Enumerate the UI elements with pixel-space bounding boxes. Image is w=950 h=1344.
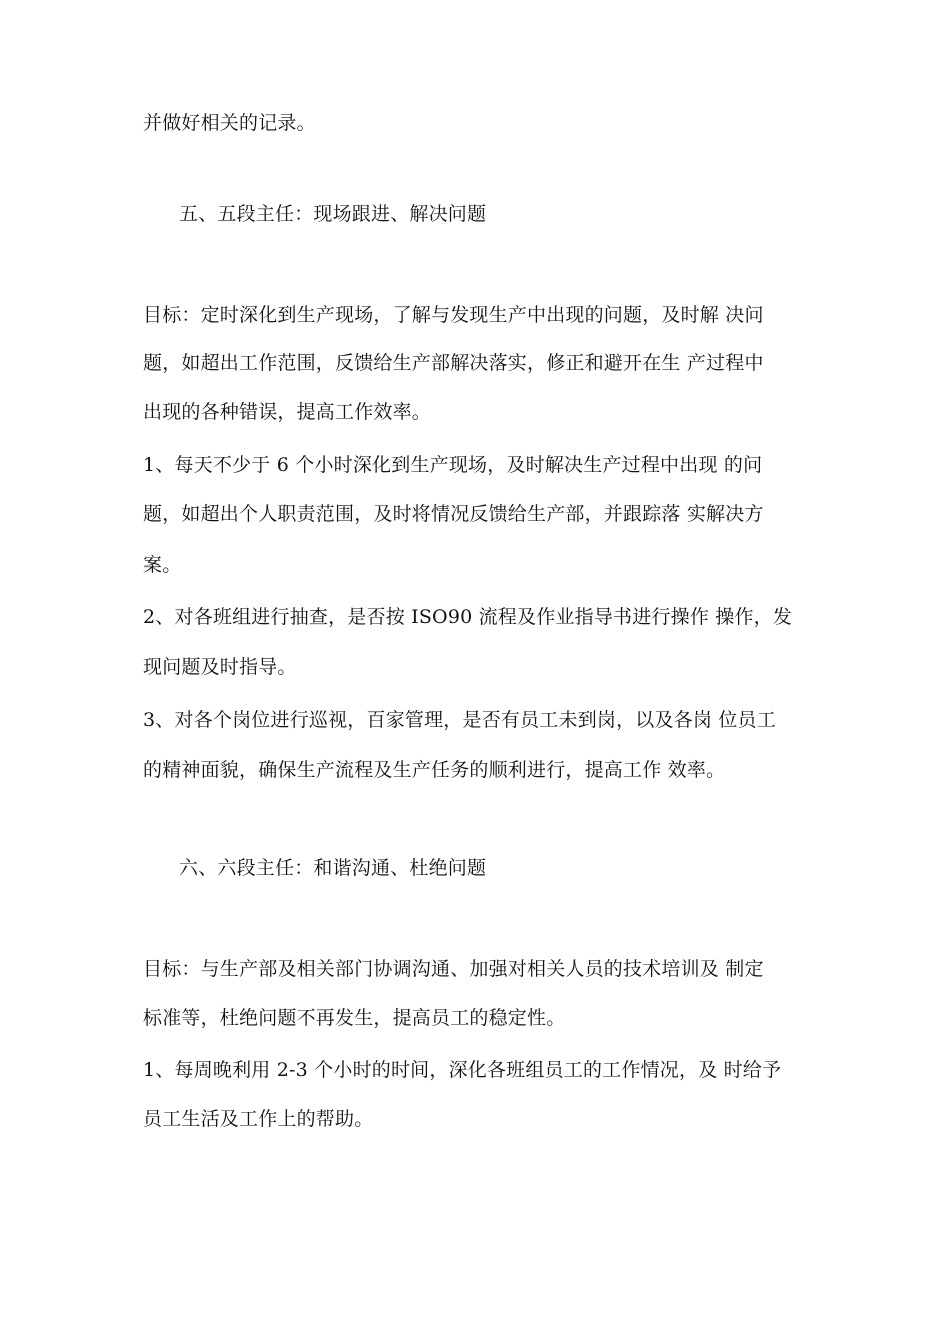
goal-paragraph-6-line-1: 目标：与生产部及相关部门协调沟通、加强对相关人员的技术培训及 制定 (143, 958, 764, 980)
section-heading-5: 五、五段主任：现场跟进、解决问题 (179, 203, 487, 225)
item-5-1-line-1: 1、每天不少于 6 个小时深化到生产现场，及时解决生产过程中出现 的问 (143, 454, 763, 476)
goal-paragraph-5-line-1: 目标：定时深化到生产现场，了解与发现生产中出现的问题，及时解 决问 (143, 304, 764, 326)
item-6-1-line-1: 1、每周晚利用 2-3 个小时的时间，深化各班组员工的工作情况，及 时给予 (143, 1059, 782, 1081)
item-5-2-line-1: 2、对各班组进行抽查，是否按 ISO90 流程及作业指导书进行操作 操作，发 (143, 606, 793, 628)
item-5-1-line-2: 题，如超出个人职责范围，及时将情况反馈给生产部，并跟踪落 实解决方 (143, 503, 764, 525)
item-6-1-line-2: 员工生活及工作上的帮助。 (143, 1108, 374, 1130)
item-5-1-line-3: 案。 (143, 554, 182, 576)
item-5-2-line-2: 现问题及时指导。 (143, 656, 297, 678)
goal-paragraph-5-line-3: 出现的各种错误，提高工作效率。 (143, 401, 432, 423)
section-heading-6: 六、六段主任：和谐沟通、杜绝问题 (179, 857, 487, 879)
goal-paragraph-5-line-2: 题，如超出工作范围，反馈给生产部解决落实，修正和避开在生 产过程中 (143, 352, 764, 374)
item-5-3-line-1: 3、对各个岗位进行巡视，百家管理，是否有员工未到岗，以及各岗 位员工 (143, 709, 776, 731)
paragraph-continuation: 并做好相关的记录。 (143, 112, 316, 134)
goal-paragraph-6-line-2: 标准等，杜绝问题不再发生，提高员工的稳定性。 (143, 1007, 566, 1029)
item-5-3-line-2: 的精神面貌，确保生产流程及生产任务的顺利进行，提高工作 效率。 (143, 759, 726, 781)
